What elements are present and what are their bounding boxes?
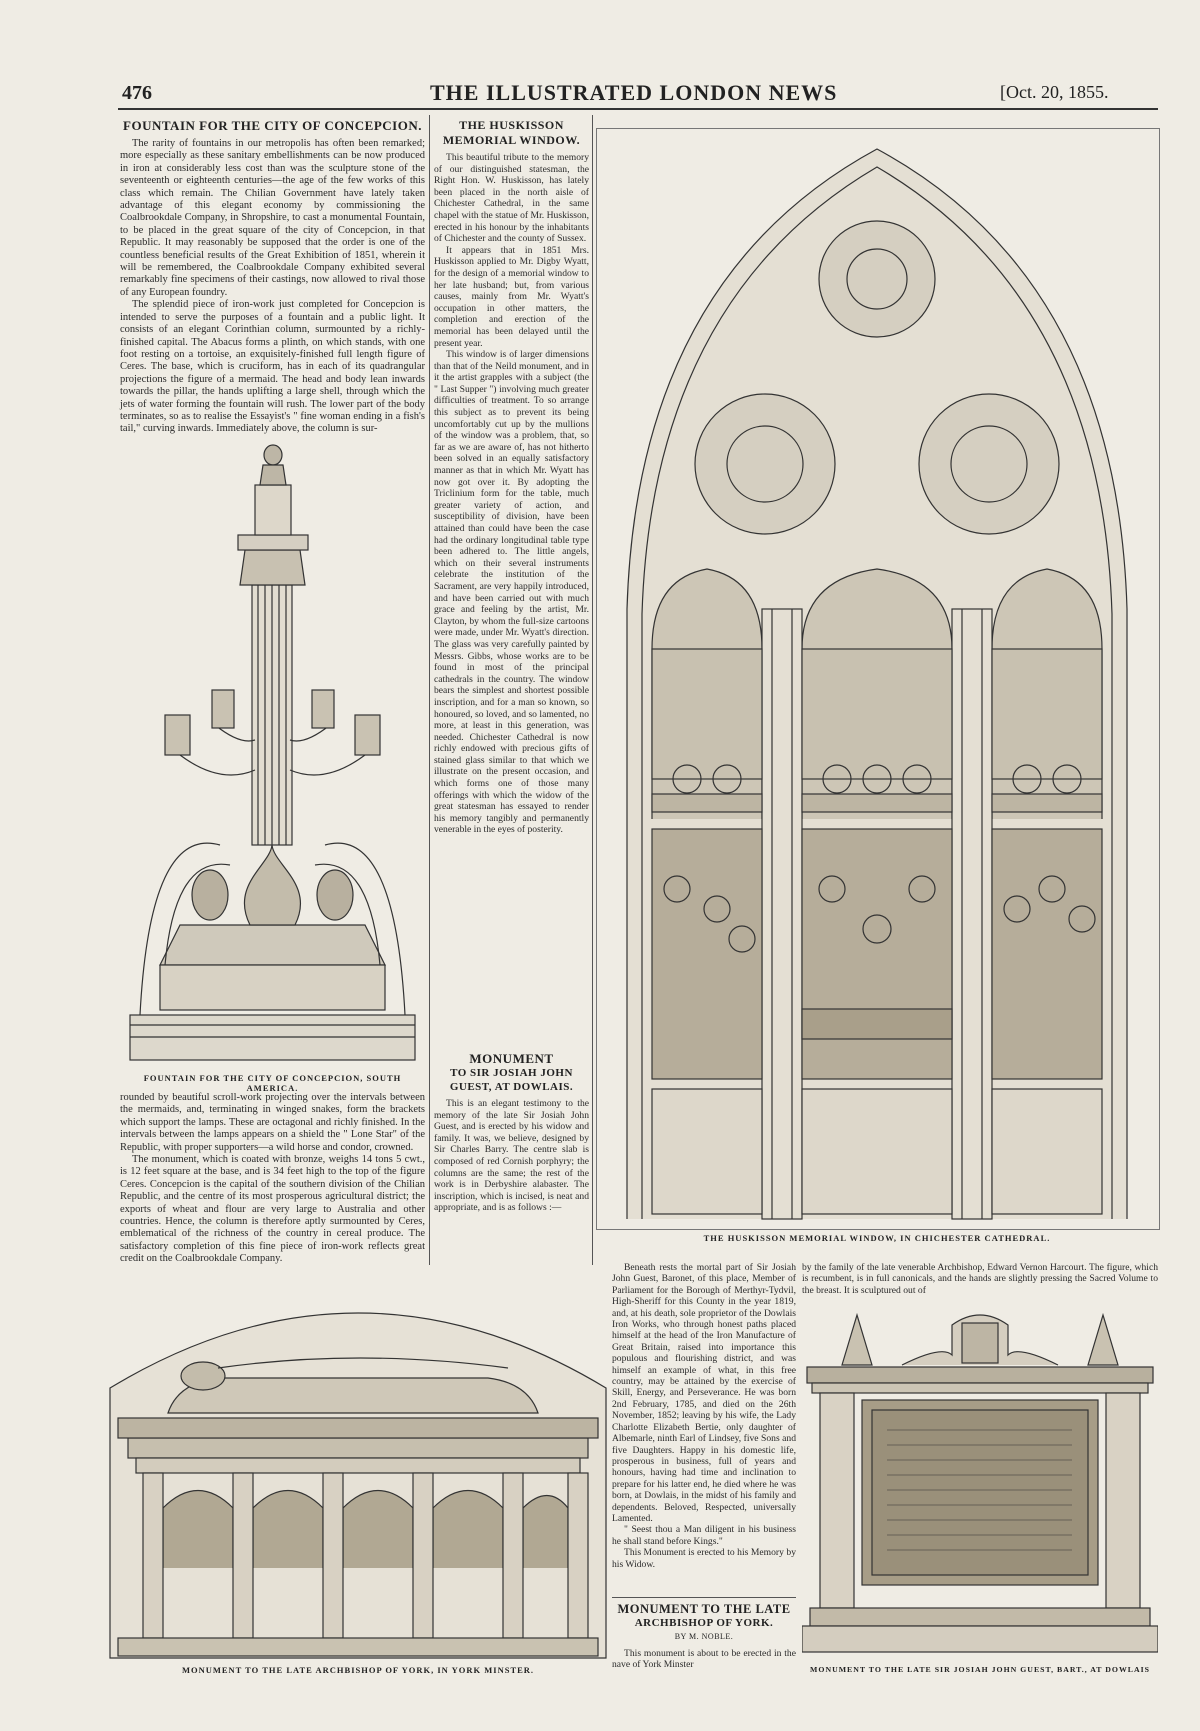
york-title [612, 1602, 796, 1644]
guest-title-line: MONUMENT [469, 1051, 554, 1066]
issue-date: [Oct. 20, 1855. [1000, 82, 1109, 102]
page-number: 476 [122, 82, 152, 104]
paragraph: It appears that in 1851 Mrs. Huskisson applied to Mr. Digby Wyatt, for the design of a memorial window to her late husband; but, from various causes, mainly from Mr. Wyatt's occupation in other matters, the completion and erection of the memorial has been delayed until the present year. [434, 244, 589, 349]
york-title-line: MONUMENT TO THE LATE [617, 1602, 791, 1616]
huskisson-body [434, 152, 589, 836]
paragraph: The monument, which is coated with bronze, weighs 14 tons 5 cwt., is 12 feet square at the base, and is 34 feet high to the top of the figure Ceres. Concepcion is the capital of the southern division of the Chilian Republic, and the centre of its most prosperous agricultural district; the exports of wheat and flour are very large to Australia and other countries. Hence, the column is therefore aptly surmounted by Ceres, emblematical of the richness of the country in cereal produce. The satisfactory completion of this fine piece of iron-work reflects great credit on the Coalbrookdale Company. [120, 1154, 425, 1265]
huskisson-title-line: THE HUSKISSON [459, 118, 564, 132]
paragraph: This beautiful tribute to the memory of our distinguished statesman, the Right Hon. W. Huskisson, has lately been placed in the north aisle of Chichester Cathedral, in the same chapel with the statue of Mr. Huskisson, erected in his honour by the inhabitants of Chichester and the county of Sussex. [434, 152, 589, 245]
paragraph: This window is of larger dimensions than that of the Neild monument, and in it the artist grapples with a subject (the " Last Supper ") involving much greater difficulties of treatment. To so arrange this subject as to prevent its being uncomfortably cut up by the mullions of the window was a problem, that, so far as we are aware of, has not hitherto been solved in an equally satisfactory manner as that in which Mr. Wyatt has now got over it. By adopting the Triclinium form for the table, much greater variety of action, and susceptibility of division, have been attained than could have been the case had the ordinary longitudinal table type been adhered to. The little angels, which on their several instruments celebrate the institution of the Sacrament, are very happily introduced, and have been carried out with much grace and feeling by the artist, Mr. Clayton, by whom the full-size cartoons were made, under Mr. Wyatt's direction. The glass was very carefully painted by Messrs. Gibbs, whose works are to be found in most of the principal cathedrals in the country. The window bears the simplest and shortest possible inscription, and for a man so known, so honoured, so loved, and so lamented, no more, at least in this generation, was needed. Chichester Cathedral is now richly endowed with precious gifts of stained glass similar to that which we illustrate on the present occasion, and which forms one of those many offerings with which the widow of the great statesman has essayed to render his memory tangibly and permanently venerable in the eyes of posterity. [434, 349, 589, 836]
fountain-body-bottom [120, 1092, 425, 1266]
guest-caption: MONUMENT TO THE LATE SIR JOSIAH JOHN GUEST, BART., AT DOWLAIS [810, 1665, 1150, 1674]
huskisson-title [434, 118, 589, 148]
paragraph: The splendid piece of iron-work just completed for Concepcion is intended to serve the purposes of a fountain and a public light. It consists of an elegant Corinthian column, surmounted by a richly-finished capital. The Abacus forms a plinth, on which stands, with one foot resting on a tortoise, an exquisitely-finished full length figure of Ceres. The base, which is cruciform, has in each of its quadrangular projections the figure of a mermaid. The head and body lean inwards towards the pillar, the hands uplifting a large shell, through which the jets of water forming the fountain will rush. The lower part of the body terminates, so as to realise the Essayist's " fine woman ending in a fish's tail," curving inwards. Immediately above, the column is sur- [120, 299, 425, 435]
paragraph: " Seest thou a Man diligent in his business he shall stand before Kings." [612, 1524, 796, 1547]
york-caption: MONUMENT TO THE LATE ARCHBISHOP OF YORK, IN YORK MINSTER. [181, 1665, 535, 1675]
paragraph: The rarity of fountains in our metropolis has often been remarked; more especially as these sanitary embellishments can be now produced in iron at considerably less cost than was the sculpture stone of the seventeenth or eighteenth centuries—the age of the few works of this class which remain. The Chilian Government have lately taken advantage of this elegant economy by commissioning the Coalbrookdale Company, in Shropshire, to cast a monumental Fountain, to be placed in the great square of the city of Concepcion, in that Republic. It may reasonably be supposed that the order is one of the countless beneficial results of the Great Exhibition of 1851, wherein it will be remembered, the Coalbrookdale Company exhibited several remarkably fine specimens of their castings, now allowed to rival those of any European foundry. [120, 138, 425, 298]
publication-title: THE ILLUSTRATED LONDON NEWS [430, 80, 838, 105]
fountain-caption: FOUNTAIN FOR THE CITY OF CONCEPCION, SOUTH AMERICA. [143, 1073, 402, 1093]
paragraph: This monument is about to be erected in the nave of York Minster [612, 1648, 796, 1671]
paragraph: rounded by beautiful scroll-work projecting over the intervals between the mermaids, and, terminating in winged snakes, form the brackets which support the lamps. These are octagonal and richly finished. In the intervals between the lamps appears on a shield the " Lone Star" of the Republic, with proper supporters—a wild horse and condor, crowned. [120, 1092, 425, 1153]
guest-body-bottom [612, 1262, 796, 1570]
guest-title-line: GUEST, AT DOWLAIS. [449, 1081, 574, 1093]
fountain-body-top [120, 138, 425, 436]
huskisson-caption: THE HUSKISSON MEMORIAL WINDOW, IN CHICHESTER CATHEDRAL. [703, 1233, 1051, 1243]
guest-body-top [434, 1098, 589, 1214]
huskisson-window-illustration [596, 128, 1160, 1230]
paragraph: This Monument is erected to his Memory by his Widow. [612, 1547, 796, 1570]
guest-title-line: TO SIR JOSIAH JOHN [450, 1067, 573, 1079]
york-monument-illustration [108, 1268, 608, 1663]
york-byline: BY M. NOBLE. [674, 1632, 734, 1641]
fountain-illustration [120, 425, 425, 1070]
column-rule [429, 115, 430, 1265]
fountain-title: FOUNTAIN FOR THE CITY OF CONCEPCION. [123, 118, 422, 133]
header-rule [118, 108, 1158, 110]
york-body-start [612, 1648, 796, 1671]
paragraph: This is an elegant testimony to the memory of the late Sir Josiah John Guest, and is erected by his widow and family. It was, we believe, designed by Sir Charles Barry. The centre slab is composed of red Cornish porphyry; the columns are the same; the rest of the work is in Derbyshire alabaster. The inscription, which is incised, is neat and appropriate, and is as follows :— [434, 1098, 589, 1214]
guest-monument-illustration [802, 1305, 1158, 1660]
huskisson-title-line: MEMORIAL WINDOW. [442, 133, 581, 147]
section-rule [612, 1597, 796, 1598]
york-title-line: ARCHBISHOP OF YORK. [634, 1617, 774, 1629]
guest-title [434, 1052, 589, 1094]
paragraph: by the family of the late venerable Archbishop, Edward Vernon Harcourt. The figure, which is recumbent, is in full canonicals, and the hands are slightly pressing the Sacred Volume to the breast. It is sculptured out of [802, 1262, 1158, 1296]
paragraph: Beneath rests the mortal part of Sir Josiah John Guest, Baronet, of this place, Member of Parliament for the Borough of Merthyr-Tydvil, High-Sheriff for this County in the year 1819, and, at his death, sole proprietor of the Dowlais Iron Works, who through honest paths placed himself at the head of the Iron Manufacture of Great Britain, raised into importance this populous and flourishing district, and was himself an example of what, in this free country, may be attained by the exercise of Skill, Energy, and Perseverance. He was born 2nd February, 1785, and died on the 26th November, 1852; leaving by his wife, the Lady Charlotte Elizabeth Bertie, only daughter of Albemarle, ninth Earl of Lindsey, five Sons and five Daughters. Happy in his domestic life, prosperous in business, full of years and honours, having had time and inclination to prepare for his latter end, he died where he was born, at Dowlais, in the midst of his family and dependents. Beloved, Respected, universally Lamented. [612, 1262, 796, 1524]
york-body-continued [802, 1262, 1158, 1296]
column-rule [592, 115, 593, 1265]
